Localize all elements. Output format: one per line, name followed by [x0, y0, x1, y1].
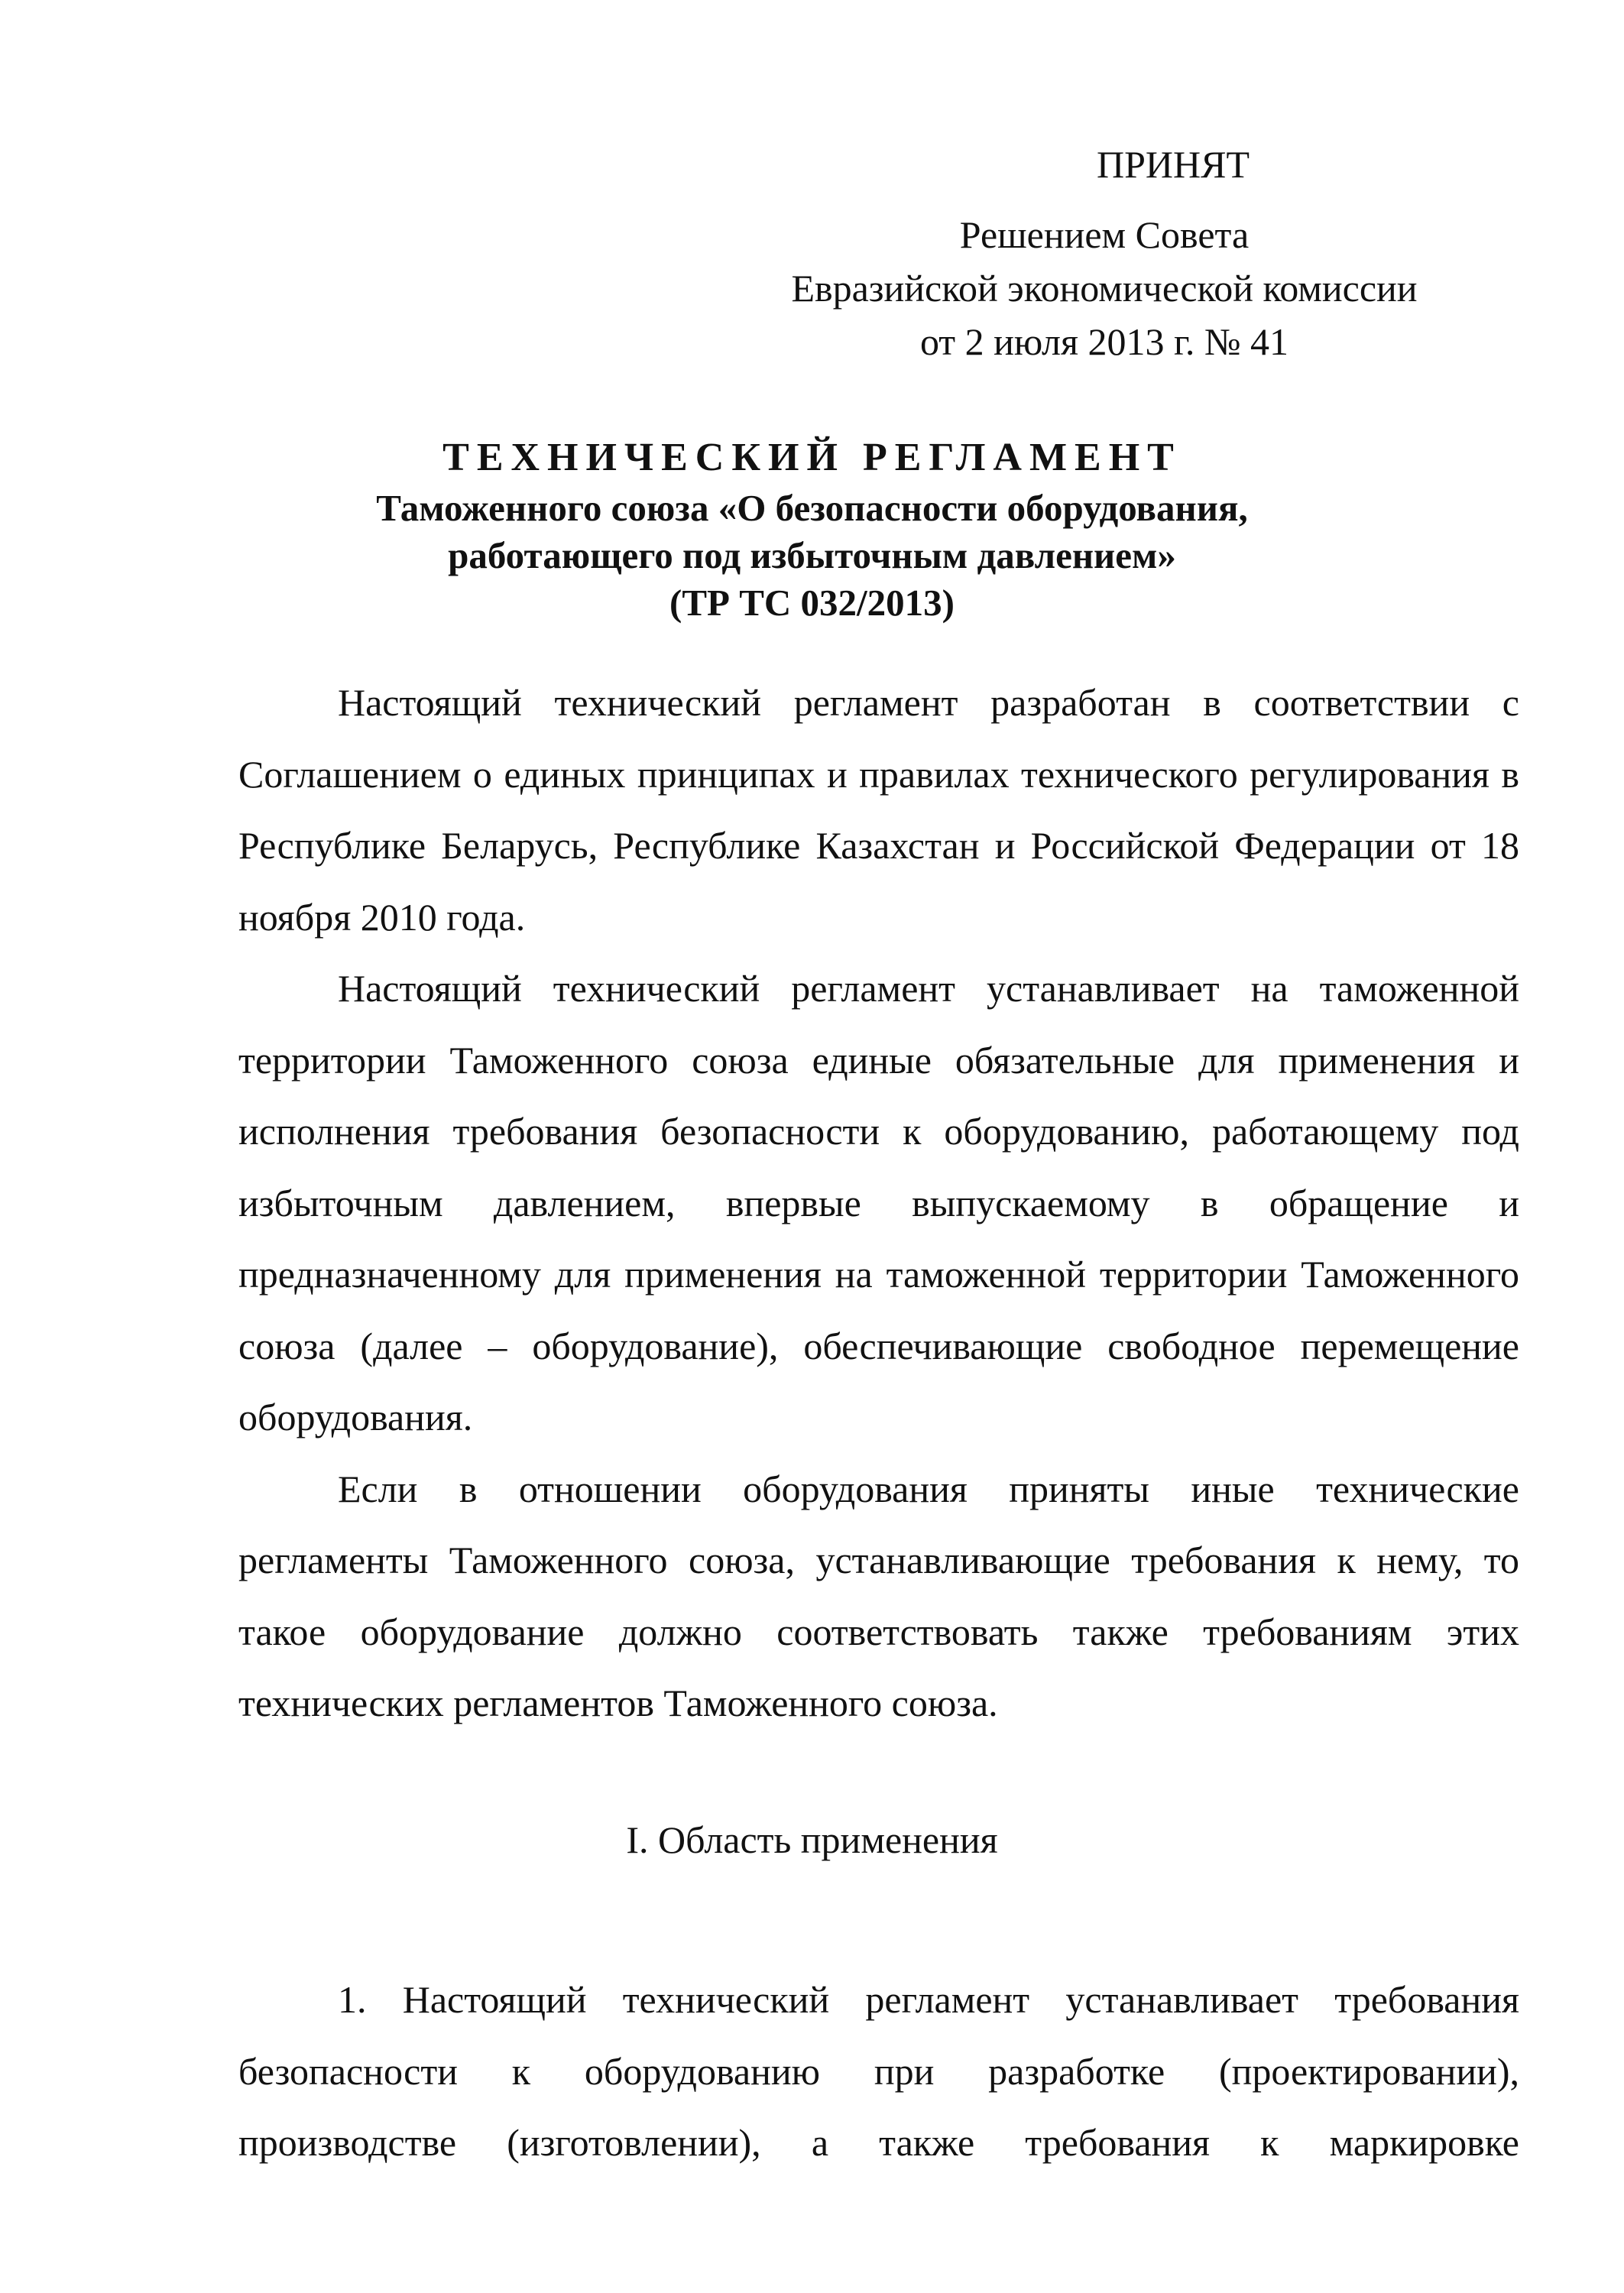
title-line-2: работающего под избыточным давлением»: [448, 534, 1176, 576]
paragraph: Настоящий технический регламент устанавливает на таможенной территории Таможенного союза единые обязательные для применения и исполнения требования безопасности к оборудованию, работающему под избыточным давлением, впервые выпускаемому в обращение и предназначенному для применения на таможенной территории Таможенного союза (далее – оборудование), обеспечивающие свободное перемещение оборудования.: [238, 967, 1519, 1438]
approval-line-2: Евразийской экономической комиссии: [791, 267, 1418, 310]
approval-block: [684, 138, 1525, 368]
document-title: [0, 434, 1624, 627]
section-body: [238, 1964, 1519, 2179]
paragraph: 1. Настоящий технический регламент устанавливает требования безопасности к оборудованию при разработке (проектировании), производстве (изготовлении), а также требования к маркировке: [238, 1978, 1519, 2164]
approval-line-3: от 2 июля 2013 г. № 41: [919, 320, 1289, 363]
section-heading: I. Область применения: [626, 1818, 998, 1861]
paragraph: Настоящий технический регламент разработан в соответствии с Соглашением о единых принципах и правилах технического регулирования в Республике Беларусь, Республике Казахстан и Российской Федерации от 18 ноября 2010 года.: [238, 681, 1519, 939]
document-type: ТЕХНИЧЕСКИЙ РЕГЛАМЕНТ: [442, 436, 1182, 479]
paragraph: Если в отношении оборудования приняты иные технические регламенты Таможенного союза, устанавливающие требования к нему, то такое оборудование должно соответствовать также требованиям этих технических регламентов Таможенного союза.: [238, 1467, 1519, 1724]
approval-accepted: ПРИНЯТ: [1096, 143, 1250, 186]
approval-line-1: Решением Совета: [959, 213, 1250, 256]
preamble: [238, 667, 1519, 1740]
title-line-1: Таможенного союза «О безопасности оборудования,: [376, 487, 1248, 529]
document-code: (ТР ТС 032/2013): [669, 582, 955, 624]
